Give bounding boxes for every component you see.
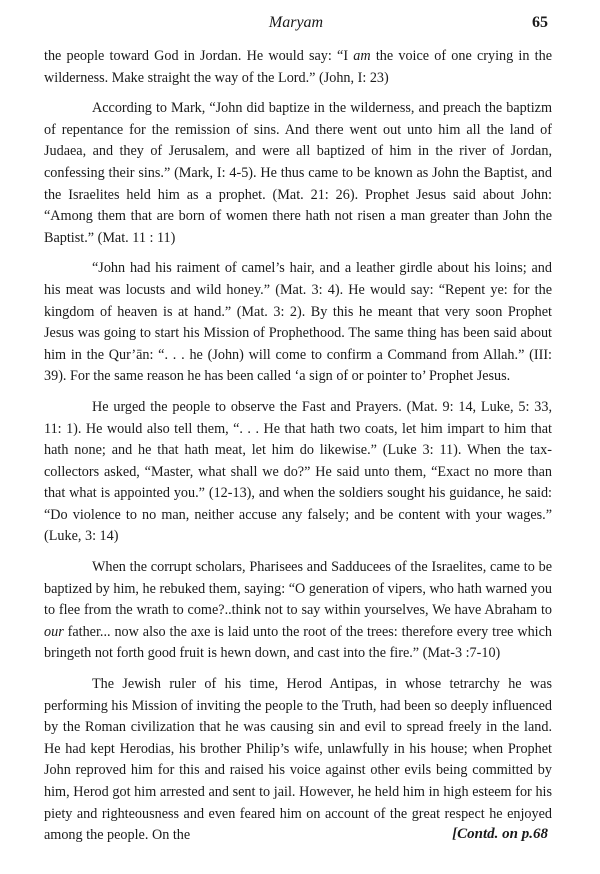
running-title: Maryam xyxy=(268,14,324,31)
page-number: 65 xyxy=(532,14,548,31)
paragraph-1: the people toward God in Jordan. He would say: “I am the voice of one crying in the wilderness. Make straight the way of the Lord.” (John, I: 23) xyxy=(44,48,552,86)
paragraph-6: The Jewish ruler of his time, Herod Antipas, in whose tetrarchy he was performing his Mission of inviting the people to the Truth, had been so deeply influenced by the Roman civilization that he was causing sin and evil to spread freely in the land. He had kept Herodias, his brother Philip’s wife, unlawfully in his house; when Prophet John reproved him for this and raised his voice against other evils being committed by him, Herod got him arrested and sent to jail. However, he held him in high esteem for his piety and righteousness and even feared him on account of the great respect he enjoyed among the people. On the xyxy=(44,676,552,844)
emphasis-am: am xyxy=(353,48,371,64)
page-header xyxy=(44,14,548,36)
paragraph-3: “John had his raiment of camel’s hair, and a leather girdle about his loins; and his meat was locusts and wild honey.” (Mat. 3: 4). He would say: “Repent ye: for the kingdom of heaven is at hand.” (Mat. 3: 2). By this he meant that very soon Prophet Jesus was going to start his Mission of Prophethood. The same thing has been said about him in the Qur’ān: “. . . he (John) will come to confirm a Command from Allah.” (III: 39). For the same reason he has been called ‘a sign of or pointer to’ Prophet Jesus. xyxy=(44,260,552,385)
paragraph-4: He urged the people to observe the Fast and Prayers. (Mat. 9: 14, Luke, 5: 33, 11: 1). He would also tell them, “. . . He that hath two coats, let him impart to him that hath none; and he that hath meat, let him do likewise.” (Luke 3: 11). When the tax-collectors asked, “Master, what shall we do?” He said unto them, “Exact no more than that what is appointed you.” (12-13), and when the soldiers sought his guidance, he said: “Do violence to no man, neither accuse any falsely; and be content with your wages.” (Luke, 3: 14) xyxy=(44,398,552,545)
continuation-note: [Contd. on p.68 xyxy=(452,826,548,842)
paragraph-2: According to Mark, “John did baptize in the wilderness, and preach the baptizm of repentance for the remission of sins. And there went out unto him all the land of Judaea, and they of Jerusalem, and were all baptized of him in the river of Jordan, confessing their sins.” (Mark, I: 4-5). He thus came to be known as John the Baptist, and the Israelites held him as a prophet. (Mat. 21: 26). Prophet Jesus said about John: “Among them that are born of women there hath not risen a man greater than John the Baptist.” (Mat. 11 : 11) xyxy=(44,100,552,246)
paragraph-5: When the corrupt scholars, Pharisees and Sadducees of the Israelites, came to be baptized by him, he rebuked them, saying: “O generation of vipers, who hath warned you to flee from the wrath to come?..think not to say within yourselves, We have Abraham to our father... now also the axe is laid unto the root of the trees: therefore every tree which bringeth not forth good fruit is hewn down, and cast into the fire.” (Mat-3 :7-10) xyxy=(44,559,552,662)
body-text xyxy=(44,46,552,856)
emphasis-our: our xyxy=(44,623,64,640)
